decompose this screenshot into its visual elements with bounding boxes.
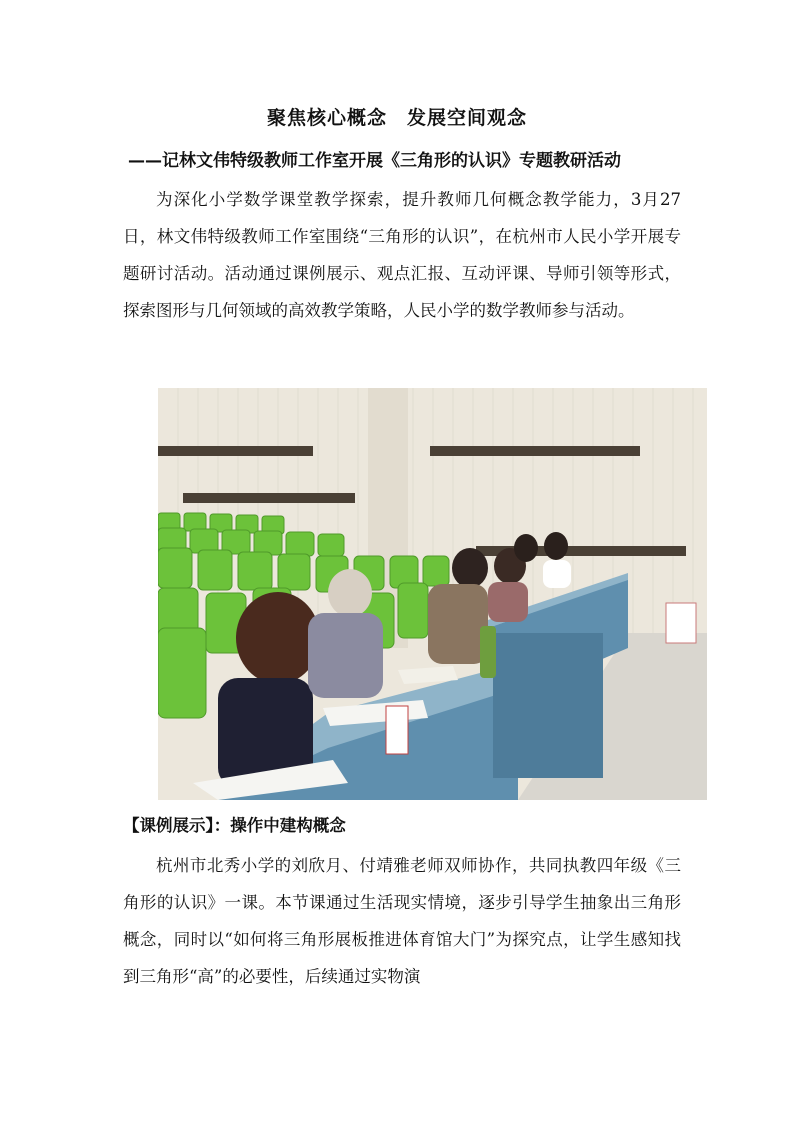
intro-paragraph: 为深化小学数学课堂教学探索，提升教师几何概念教学能力，3月27日，林文伟特级教师工作室围绕“三角形的认识”，在杭州市人民小学开展专题研讨活动。活动通过课例展示、观点汇报、互动评课、导师引领等形式，探索图形与几何领域的高效教学策略，人民小学的数学教师参与活动。 [123,190,681,320]
photo-nameplate [386,706,408,754]
photo-wall-strip [183,493,355,503]
photo-bag [666,603,696,643]
section-paragraph: 杭州市北秀小学的刘欣月、付靖雅老师双师协作，共同执教四年级《三角形的认识》一课。本节课通过生活现实情境，逐步引导学生抽象出三角形概念，同时以“如何将三角形展板推进体育馆大门”为探究点，让学生感知找到三角形“高”的必要性，后续通过实物演 [123,856,681,986]
section-heading: 【课例展示】：操作中建构概念 [123,816,346,835]
article-title: 聚焦核心概念 发展空间观念 [266,107,527,129]
photo-wall-strip [430,446,640,456]
photo-cup [480,626,496,678]
photo-wall-strip [158,446,313,456]
meeting-photo [158,388,707,800]
article-subtitle: ——记林文伟特级教师工作室开展《三角形的认识》专题教研活动 [128,151,621,171]
photo-table-side [493,633,603,778]
